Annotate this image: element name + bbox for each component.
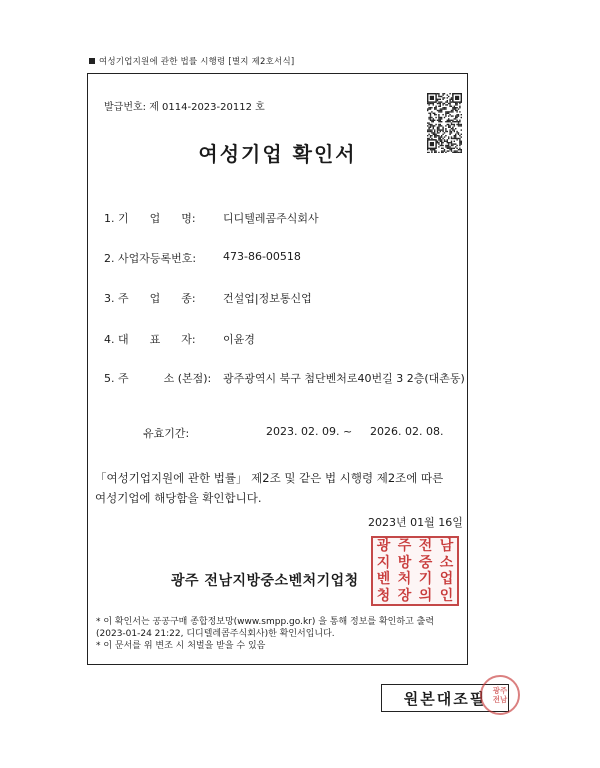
seal-char: 기 [418,571,433,588]
note-line: * 이 확인서는 공공구매 종합정보망(www.smpp.go.kr) 을 통해 정보를 확인하고 출력 [96,617,435,627]
seal-char: 전 [418,538,433,555]
field-value-main-industry: 건설업|정보통신업 [223,292,312,305]
issue-date: 2023년 01월 16일 [368,516,463,529]
seal-char: 장 [397,587,412,604]
field-value-company-name: 디디텔레콤주식회사 [223,212,319,225]
note-line: (2023-01-24 21:22, 디디텔레콤주식회사)한 확인서입니다. [96,629,335,639]
field-value-business-number: 473-86-00518 [223,250,301,263]
confirmation-statement [95,468,465,508]
issue-number: 발급번호: 제 0114-2023-20112 호 [104,102,265,113]
field-value-address: 광주광역시 북구 첨단벤처로40번길 3 2층(대촌동) [223,372,465,385]
page-title: 여성기업 확인서 [198,142,357,166]
seal-char: 업 [439,571,454,588]
form-reference-text: 여성기업지원에 관한 법률 시행령 [별지 제2호서식] [99,57,295,67]
statement-line-1: 「여성기업지원에 관한 법률」 제2조 및 같은 법 시행령 제2조에 따른 [95,471,444,485]
field-label-address: 5. 주 소 (본점): [104,372,212,385]
validity-separator: ~ [343,425,353,438]
validity-label: 유효기간: [143,427,190,440]
seal-char: 방 [397,554,412,571]
seal-char: 처 [397,571,412,588]
seal-char: 주 [397,538,412,555]
round-seal-text: 광주 전남 [492,686,508,704]
field-label-main-industry: 3. 주 업 종: [104,292,196,305]
notes [96,616,468,652]
note-line: * 이 문서를 위 변조 시 처벌을 받을 수 있음 [96,641,266,651]
field-label-business-number: 2. 사업자등록번호: [104,252,197,265]
seal-char: 중 [418,554,433,571]
square-bullet-icon [89,58,95,64]
statement-line-2: 여성기업에 해당함을 확인합니다. [95,491,262,505]
seal-char: 지 [376,554,391,571]
validity-end: 2026. 02. 08. [370,425,444,438]
seal-char: 의 [418,587,433,604]
form-reference [89,55,294,67]
seal-char: 청 [376,587,391,604]
field-label-company-name: 1. 기 업 명: [104,212,196,225]
field-value-representative: 이윤경 [223,333,255,346]
seal-char: 광 [376,538,391,555]
field-label-representative: 4. 대 표 자: [104,333,196,346]
official-seal [371,536,459,606]
seal-char: 인 [439,587,454,604]
validity-start: 2023. 02. 09. [266,425,340,438]
original-copy-stamp: 원본대조필 [381,684,509,712]
seal-char: 소 [439,554,454,571]
issuer-name: 광주 전남지방중소벤처기업청 [171,573,359,589]
round-seal-stamp [480,675,520,715]
seal-char: 벤 [376,571,391,588]
seal-char: 남 [439,538,454,555]
